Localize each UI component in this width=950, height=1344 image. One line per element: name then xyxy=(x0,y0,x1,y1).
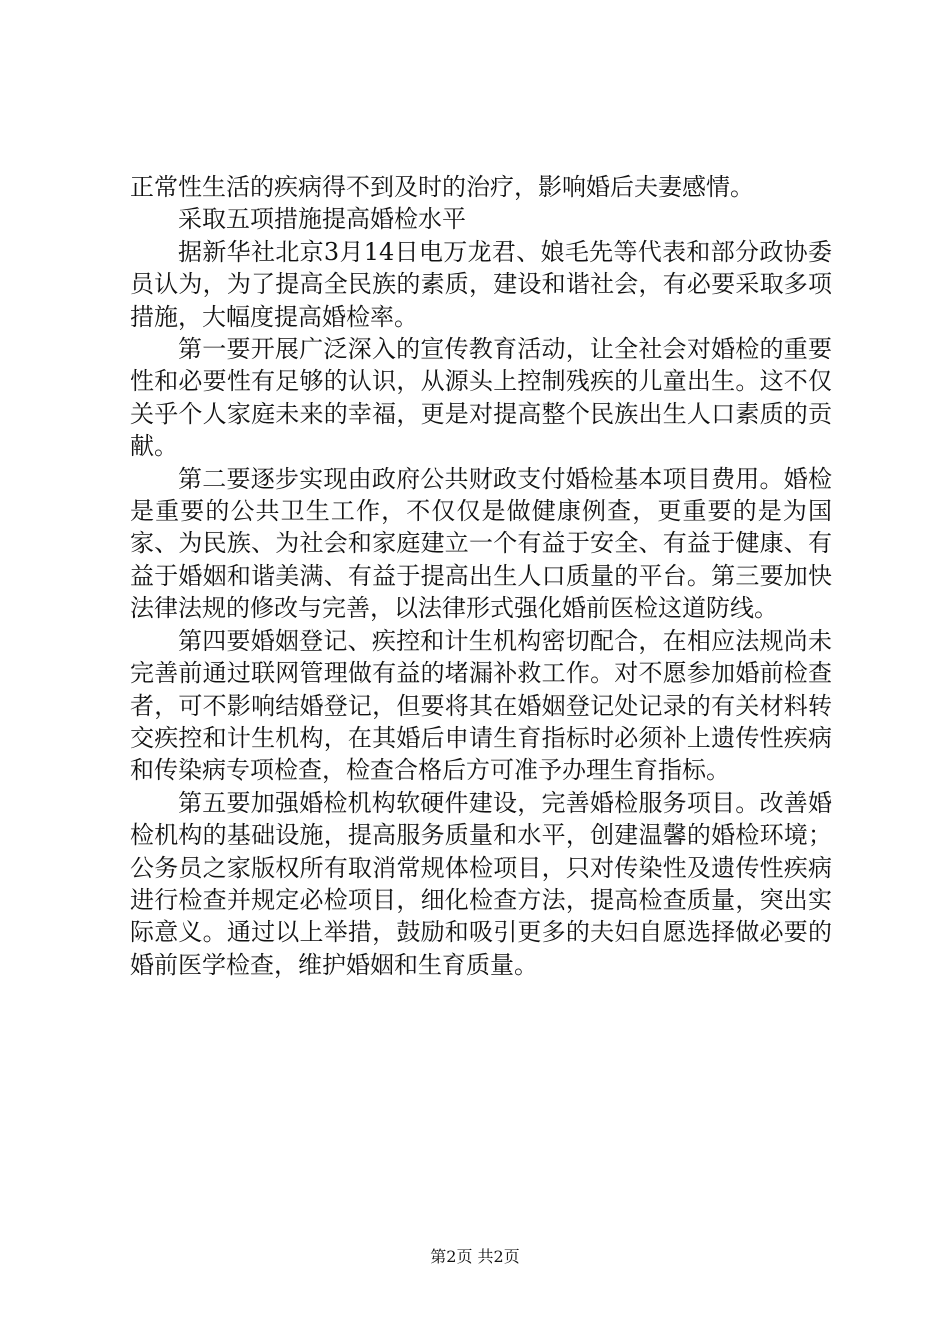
page-number-footer: 第2页 共2页 xyxy=(430,1247,520,1266)
paragraph-news-intro: 据新华社北京3月14日电万龙君、娘毛先等代表和部分政协委员认为，为了提高全民族的素质，建设和谐社会，有必要采取多项措施，大幅度提高婚检率。 xyxy=(130,237,832,331)
document-body xyxy=(130,171,832,981)
section-heading: 采取五项措施提高婚检水平 xyxy=(178,205,466,234)
paragraph-measure-four: 第四要婚姻登记、疾控和计生机构密切配合，在相应法规尚未完善前通过联网管理做有益的堵漏补救工作。对不愿参加婚前检查者，可不影响结婚登记，但要将其在婚姻登记处记录的有关材料转交疾控和计生机构，在其婚后申请生育指标时必须补上遗传性疾病和传染病专项检查，检查合格后方可准予办理生育指标。 xyxy=(130,626,832,785)
paragraph-measure-two-three: 第二要逐步实现由政府公共财政支付婚检基本项目费用。婚检是重要的公共卫生工作，不仅仅是做健康例查，更重要的是为国家、为民族、为社会和家庭建立一个有益于安全、有益于健康、有益于婚姻和谐美满、有益于提高出生人口质量的平台。第三要加快法律法规的修改与完善，以法律形式强化婚前医检这道防线。 xyxy=(130,464,832,623)
paragraph-continuation: 正常性生活的疾病得不到及时的治疗，影响婚后夫妻感情。 xyxy=(130,173,754,201)
paragraph-measure-one: 第一要开展广泛深入的宣传教育活动，让全社会对婚检的重要性和必要性有足够的认识，从源头上控制残疾的儿童出生。这不仅关乎个人家庭未来的幸福，更是对提高整个民族出生人口素质的贡献。 xyxy=(130,335,832,461)
paragraph-measure-five: 第五要加强婚检机构软硬件建设，完善婚检服务项目。改善婚检机构的基础设施，提高服务质量和水平，创建温馨的婚检环境；公务员之家版权所有取消常规体检项目，只对传染性及遗传性疾病进行检查并规定必检项目，细化检查方法，提高检查质量，突出实际意义。通过以上举措，鼓励和吸引更多的夫妇自愿选择做必要的婚前医学检查，维护婚姻和生育质量。 xyxy=(130,788,832,979)
